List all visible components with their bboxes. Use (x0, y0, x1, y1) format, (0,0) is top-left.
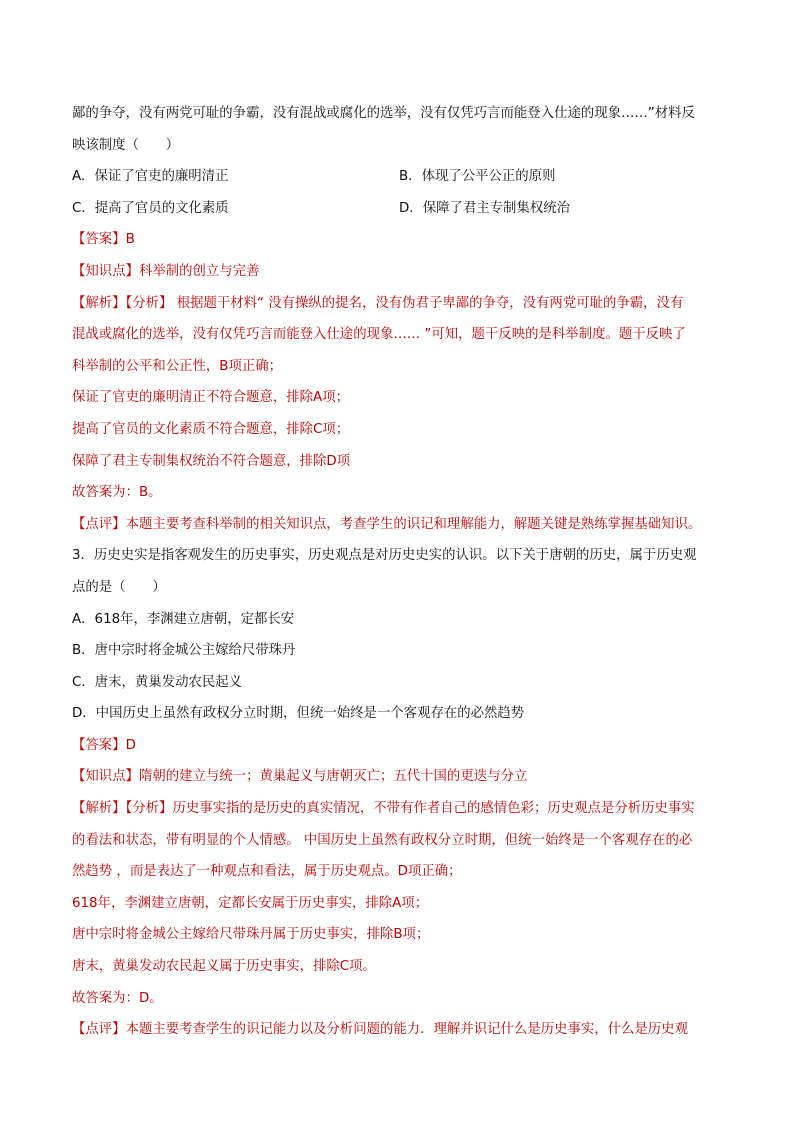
q3-stem-line-2: 点的是（ ） (72, 579, 166, 595)
answer-tag: 【答案】 (72, 737, 126, 753)
q2-comment (72, 509, 726, 541)
q3-comment (72, 1014, 726, 1046)
analysis-tag: 【解析】【分析】 (72, 801, 173, 817)
q2-final-answer: 故答案为：B。 (72, 485, 162, 501)
q3-option-d: D．中国历史上虽然有政权分立时期，但统一始终是一个客观存在的必然趋势 (72, 706, 525, 722)
q2-option-d: D．保障了君主专制集权统治 (399, 200, 570, 216)
q2-detail-line-3: 保障了君主专制集权统治不符合题意，排除D项 (72, 453, 351, 469)
q3-final-answer: 故答案为：D。 (72, 990, 163, 1006)
q2-analysis-line-2: 混战或腐化的选举，没有仅凭巧言而能登入仕途的现象…… ”可知，题干反映的是科举制度。题干反映了 (72, 327, 686, 343)
q2-analysis-line-1 (72, 288, 726, 320)
q3-knowledge (72, 761, 726, 793)
knowledge-tag: 【知识点】 (72, 769, 139, 785)
q2-knowledge (72, 256, 726, 288)
q3-stem-line-1: 3．历史史实是指客观发生的历史事实，历史观点是对历史史实的认识。以下关于唐朝的历史，属于历史观 (72, 548, 697, 564)
knowledge-tag: 【知识点】 (72, 263, 139, 279)
q2-stem-line-1: 鄙的争夺，没有两党可耻的争霸，没有混战或腐化的选举，没有仅凭巧言而能登入仕途的现象……”材料反 (72, 106, 695, 121)
q3-detail-line-2: 唐中宗时将金城公主嫁给尺带珠丹属于历史事实，排除B项； (72, 927, 430, 943)
q2-option-a: A．保证了官吏的廉明清正 (72, 169, 229, 185)
analysis-text: 历史事实指的是历史的真实情况，不带有作者自己的感情色彩；历史观点是分析历史事实 (172, 801, 695, 817)
q2-answer (72, 224, 726, 256)
q2-options-row-2 (72, 193, 726, 225)
comment-tag: 【点评】 (72, 516, 126, 532)
page-content (72, 98, 726, 1046)
q3-analysis-line-2: 的看法和状态，带有明显的个人情感。 中国历史上虽然有政权分立时期，但统一始终是一个客观存在的必 (72, 832, 693, 848)
answer-tag: 【答案】 (72, 232, 126, 248)
q3-analysis-line-3: 然趋势 ，而是表达了一种观点和看法，属于历史观点。D项正确； (72, 864, 462, 880)
q2-stem-line-2: 映该制度（ ） (72, 137, 180, 153)
q3-analysis-line-1 (72, 793, 726, 825)
q2-detail-line-2: 提高了官员的文化素质不符合题意，排除C项； (72, 421, 350, 437)
q3-answer (72, 730, 726, 762)
q2-options-row-1 (72, 161, 726, 193)
comment-text: 本题主要考查学生的识记能力以及分析问题的能力．理解并识记什么是历史事实，什么是历史观 (125, 1022, 688, 1038)
q2-detail-line-1: 保证了官吏的廉明清正不符合题意，排除A项； (72, 390, 349, 406)
q3-detail-line-3: 唐末，黄巢发动农民起义属于历史事实，排除C项。 (72, 959, 376, 975)
knowledge-value: 科举制的创立与完善 (138, 263, 260, 279)
q3-option-b: B．唐中宗时将金城公主嫁给尺带珠丹 (72, 643, 296, 659)
comment-text: 本题主要考查科举制的相关知识点，考查学生的识记和理解能力，解题关键是熟练掌握基础知识。 (125, 516, 702, 532)
answer-value: D (125, 737, 136, 753)
q3-option-c: C．唐末，黄巢发动农民起义 (72, 674, 243, 690)
q2-option-b: B．体现了公平公正的原则 (399, 169, 556, 185)
knowledge-value: 隋朝的建立与统一；黄巢起义与唐朝灭亡；五代十国的更迭与分立 (138, 769, 528, 785)
comment-tag: 【点评】 (72, 1022, 126, 1038)
answer-value: B (125, 232, 135, 248)
q2-option-c: C．提高了官员的文化素质 (72, 200, 229, 216)
analysis-tag: 【解析】【分析】 (72, 295, 173, 311)
analysis-text: 根据题干材料“ 没有操纵的提名，没有伪君子卑鄙的争夺，没有两党可耻的争霸，没有 (172, 295, 684, 311)
q3-detail-line-1: 618年，李渊建立唐朝，定都长安属于历史事实，排除A项； (72, 895, 429, 911)
q2-analysis-line-3: 科举制的公平和公正性，B项正确； (72, 358, 283, 374)
q3-option-a: A．618年，李渊建立唐朝，定都长安 (72, 611, 295, 627)
